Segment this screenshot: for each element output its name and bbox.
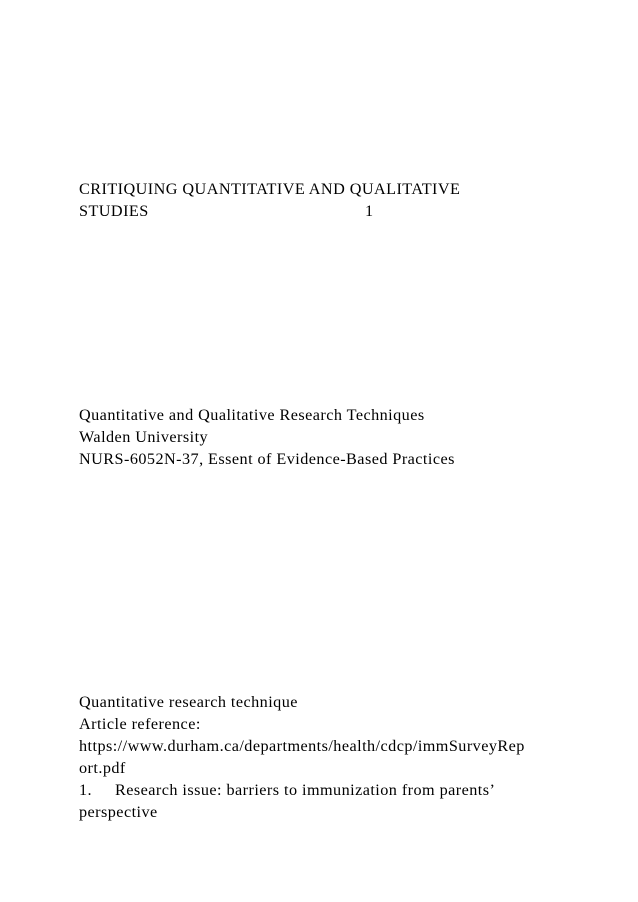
list-item-1-text: Research issue: barriers to immunization from parents’ bbox=[115, 781, 496, 799]
course-name: NURS-6052N-37, Essent of Evidence-Based Practices bbox=[79, 450, 455, 468]
running-header-title-line-2: STUDIES bbox=[79, 202, 149, 220]
reference-url-line-1: https://www.durham.ca/departments/health/cdcp/immSurveyRep bbox=[79, 737, 525, 755]
institution-name: Walden University bbox=[79, 428, 209, 446]
paper-title: Quantitative and Qualitative Research Techniques bbox=[79, 406, 425, 424]
list-item-1-continuation: perspective bbox=[79, 803, 158, 821]
section-heading: Quantitative research technique bbox=[79, 693, 298, 711]
page-number: 1 bbox=[365, 202, 374, 220]
reference-label: Article reference: bbox=[79, 715, 201, 733]
list-item-1-number: 1. bbox=[79, 781, 93, 799]
list-item-1 bbox=[79, 779, 495, 801]
reference-url-line-2: ort.pdf bbox=[79, 759, 126, 777]
running-header-title-line-1: CRITIQUING QUANTITATIVE AND QUALITATIVE bbox=[79, 180, 461, 198]
